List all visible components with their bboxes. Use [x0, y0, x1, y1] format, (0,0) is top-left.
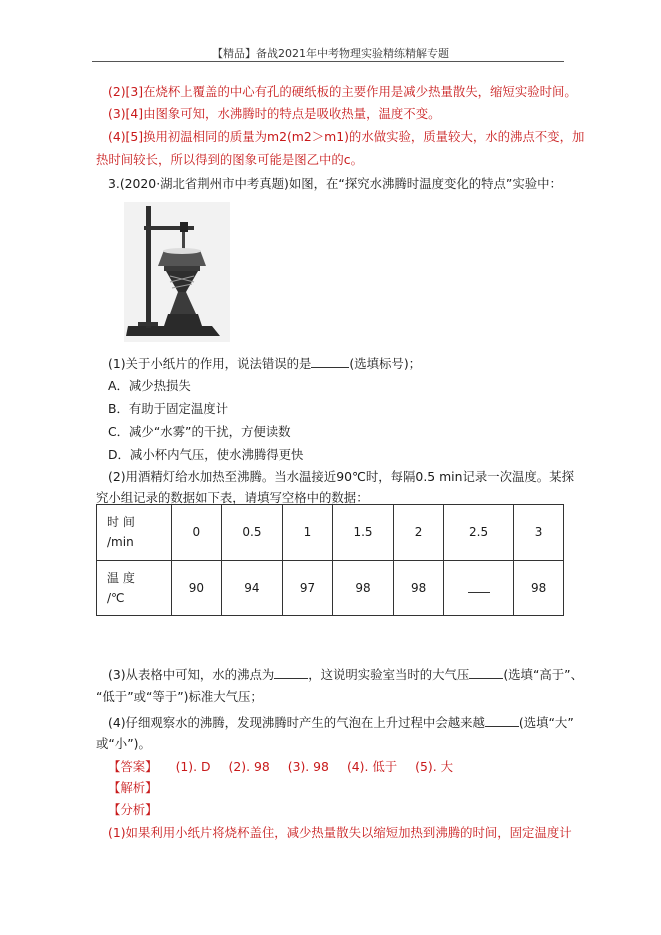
experiment-apparatus-figure: [124, 202, 230, 342]
time-cell: 1.5: [332, 505, 393, 561]
answer-item: (5). 大: [415, 759, 453, 774]
header-rule: [92, 61, 564, 62]
time-cell: 1: [283, 505, 333, 561]
answer-blank-1[interactable]: [311, 355, 349, 368]
temperature-cell: 98: [514, 560, 564, 616]
answer-blank-3[interactable]: [274, 666, 308, 679]
time-cell: 0: [172, 505, 222, 561]
temperature-header: 温 度 /℃: [97, 560, 172, 616]
temperature-cell: 94: [221, 560, 282, 616]
page-header: 【精品】备战2021年中考物理实验精练精解专题: [212, 47, 449, 60]
analysis-line-3: (3)[4]由图象可知，水沸腾时的特点是吸收热量，温度不变。: [108, 106, 441, 121]
answer-item: (1). D: [175, 759, 211, 774]
time-cell: 2: [394, 505, 444, 561]
question-1-suffix: (选填标号)；: [349, 356, 422, 371]
answer-item: (2). 98: [228, 759, 270, 774]
question-intro: 3.(2020·湖北省荆州市中考真题)如图，在“探究水沸腾时温度变化的特点”实验中：: [108, 176, 562, 191]
time-header: 时 间 /min: [97, 505, 172, 561]
question-1: [108, 355, 421, 372]
temperature-blank-cell[interactable]: [443, 560, 513, 616]
answer-blank-4[interactable]: [469, 666, 503, 679]
temperature-cell: 97: [283, 560, 333, 616]
answer-item: (4). 低于: [346, 759, 398, 774]
data-table: [96, 504, 564, 616]
analysis-line-4a: (4)[5]换用初温相同的质量为m2(m2＞m1)的水做实验，质量较大，水的沸点不变，加: [108, 129, 585, 144]
analysis-detail-line: (1)如果利用小纸片将烧杯盖住，减少热量散失以缩短加热到沸腾的时间，固定温度计: [108, 825, 572, 840]
time-cell: 0.5: [221, 505, 282, 561]
analysis-line-4b: 热时间较长，所以得到的图象可能是图乙中的c。: [96, 152, 364, 167]
table-row-time: [97, 505, 564, 561]
temperature-cell: 98: [394, 560, 444, 616]
answer-blank-5[interactable]: [485, 714, 519, 727]
question-3-line-1: (3)从表格中可知，水的沸点为 ，这说明实验室当时的大气压 (选填“高于”、: [108, 667, 583, 682]
option-a: A．减少热损失: [108, 378, 191, 393]
question-3-line-2: “低于”或“等于”)标准大气压；: [96, 689, 263, 704]
answer-line: [108, 759, 453, 775]
table-row-temperature: [97, 560, 564, 616]
answer-label: 【答案】: [108, 759, 158, 774]
option-b: B．有助于固定温度计: [108, 401, 229, 416]
temperature-cell: 90: [172, 560, 222, 616]
question-4-line-2: 或“小”)。: [96, 736, 151, 751]
question-1-text: (1)关于小纸片的作用，说法错误的是: [108, 356, 312, 371]
analysis-label: 【解析】: [108, 780, 158, 795]
time-cell: 2.5: [443, 505, 513, 561]
option-c: C．减少“水雾”的干扰，方便读数: [108, 424, 291, 439]
option-d: D．减小杯内气压，使水沸腾得更快: [108, 447, 304, 462]
fenxi-label: 【分析】: [108, 802, 158, 817]
question-2-line-1: (2)用酒精灯给水加热至沸腾。当水温接近90℃时，每隔0.5 min记录一次温度。某探: [108, 469, 574, 484]
question-4-line-1: (4)仔细观察水的沸腾，发现沸腾时产生的气泡在上升过程中会越来越 (选填“大”: [108, 715, 574, 730]
temperature-cell: 98: [332, 560, 393, 616]
time-cell: 3: [514, 505, 564, 561]
answer-blank-2[interactable]: [468, 580, 490, 593]
answer-item: (3). 98: [287, 759, 329, 774]
analysis-line-2: (2)[3]在烧杯上覆盖的中心有孔的硬纸板的主要作用是减少热量散失，缩短实验时间。: [108, 84, 577, 99]
question-2-line-2: 究小组记录的数据如下表，请填写空格中的数据：: [96, 490, 369, 505]
